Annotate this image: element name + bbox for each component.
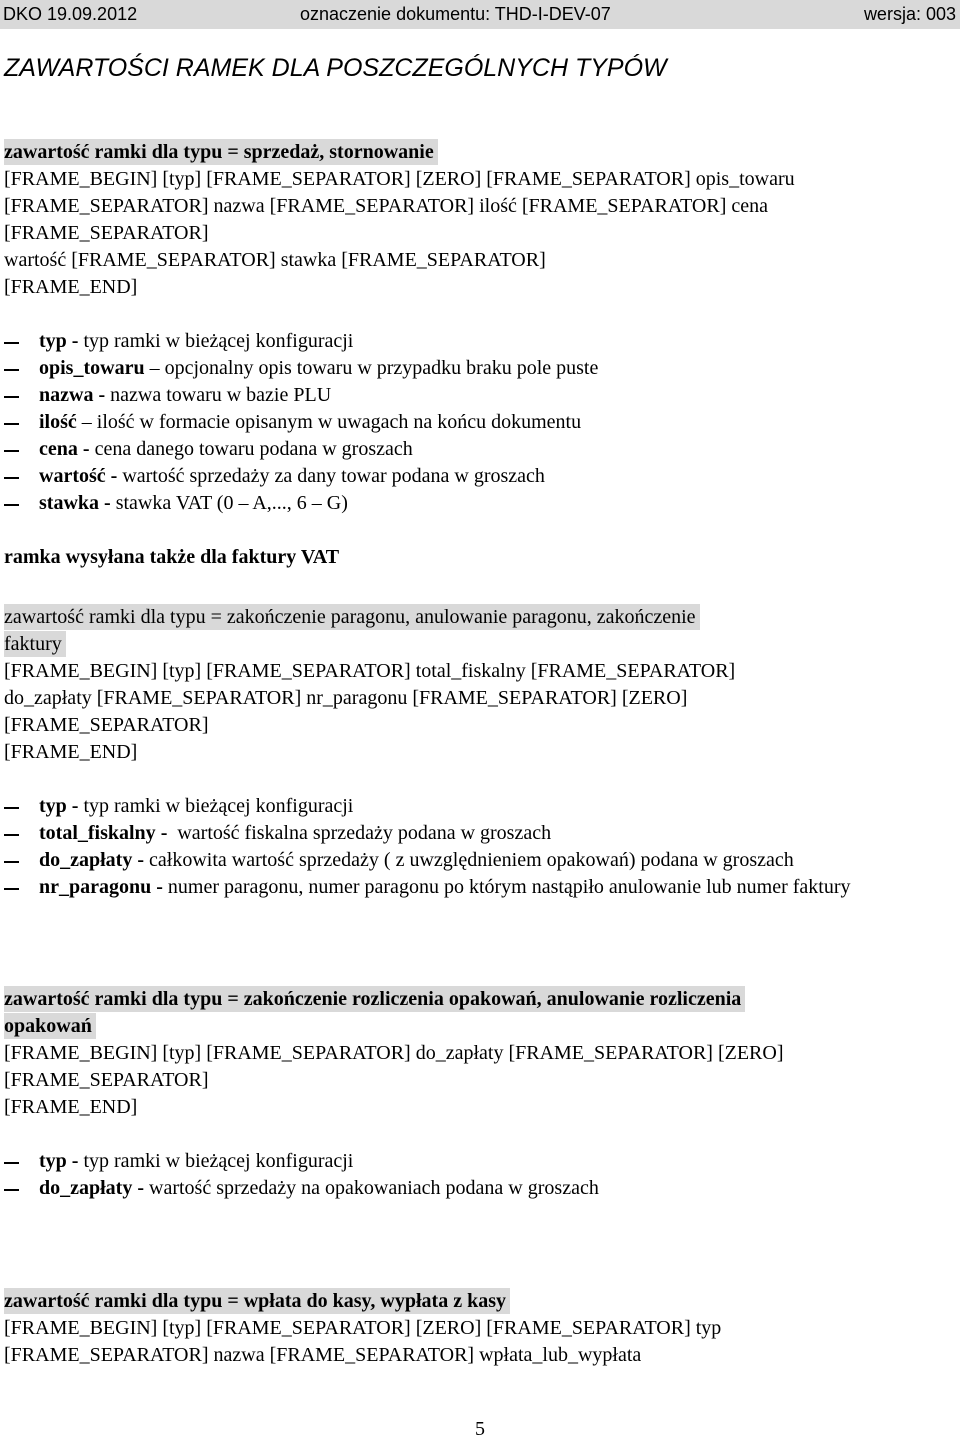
list-item: opis_towaru – opcjonalny opis towaru w przypadku braku pole puste [4, 355, 954, 382]
frame-line: [FRAME_SEPARATOR] [4, 222, 209, 244]
frame-line: [FRAME_END] [4, 741, 138, 763]
frame-line: [FRAME_END] [4, 1096, 138, 1118]
frame-line: [FRAME_SEPARATOR] nazwa [FRAME_SEPARATOR] ilość [FRAME_SEPARATOR] cena [4, 195, 768, 217]
frame-line: do_zapłaty [FRAME_SEPARATOR] nr_paragonu [FRAME_SEPARATOR] [ZERO] [4, 687, 688, 709]
section-heading-cont: faktury [4, 631, 954, 658]
header-date: DKO 19.09.2012 [3, 4, 138, 24]
page-number: 5 [475, 1418, 485, 1440]
section-heading: zawartość ramki dla typu = zakończenie paragonu, anulowanie paragonu, zakończenie [4, 604, 954, 631]
frame-line: [FRAME_BEGIN] [typ] [FRAME_SEPARATOR] [ZERO] [FRAME_SEPARATOR] opis_towaru [4, 168, 795, 190]
list-item: do_zapłaty - wartość sprzedaży na opakowaniach podana w groszach [4, 1175, 954, 1202]
header-version: wersja: 003 [863, 4, 956, 24]
list-item: typ - typ ramki w bieżącej konfiguracji [4, 328, 954, 355]
list-item: do_zapłaty - całkowita wartość sprzedaży ( z uwzględnieniem opakowań) podana w groszach [4, 847, 954, 874]
frame-line: [FRAME_SEPARATOR] nazwa [FRAME_SEPARATOR] wpłata_lub_wypłata [4, 1344, 642, 1366]
frame-line: [FRAME_BEGIN] [typ] [FRAME_SEPARATOR] [ZERO] [FRAME_SEPARATOR] typ [4, 1317, 722, 1339]
frame-line: wartość [FRAME_SEPARATOR] stawka [FRAME_SEPARATOR] [4, 249, 546, 271]
frame-line: [FRAME_BEGIN] [typ] [FRAME_SEPARATOR] total_fiskalny [FRAME_SEPARATOR] [4, 660, 736, 682]
frame-line: [FRAME_END] [4, 276, 138, 298]
section-sale [4, 139, 954, 571]
list-item: total_fiskalny - wartość fiskalna sprzedaży podana w groszach [4, 820, 954, 847]
list-item: ilość – ilość w formacie opisanym w uwagach na końcu dokumentu [4, 409, 954, 436]
section-receipt-end [4, 604, 954, 901]
list-item: typ - typ ramki w bieżącej konfiguracji [4, 793, 954, 820]
frame-line: [FRAME_BEGIN] [typ] [FRAME_SEPARATOR] do_zapłaty [FRAME_SEPARATOR] [ZERO] [4, 1042, 784, 1064]
list-item: typ - typ ramki w bieżącej konfiguracji [4, 1148, 954, 1175]
list-item: nazwa - nazwa towaru w bazie PLU [4, 382, 954, 409]
section-note: ramka wysyłana także dla faktury VAT [4, 546, 340, 568]
page-header [0, 0, 960, 29]
section-cash [4, 1288, 954, 1369]
section-heading: zawartość ramki dla typu = wpłata do kasy, wypłata z kasy [4, 1288, 954, 1315]
header-document-id: oznaczenie dokumentu: THD-I-DEV-07 [300, 4, 611, 24]
section-heading: zawartość ramki dla typu = zakończenie rozliczenia opakowań, anulowanie rozliczenia [4, 986, 954, 1013]
frame-line: [FRAME_SEPARATOR] [4, 714, 209, 736]
list-item: cena - cena danego towaru podana w groszach [4, 436, 954, 463]
section-packaging [4, 986, 954, 1202]
page-title: ZAWARTOŚCI RAMEK DLA POSZCZEGÓLNYCH TYPÓW [4, 54, 667, 82]
section-heading: zawartość ramki dla typu = sprzedaż, stornowanie [4, 139, 954, 166]
list-item: stawka - stawka VAT (0 – A,..., 6 – G) [4, 490, 954, 517]
list-item: nr_paragonu - numer paragonu, numer paragonu po którym nastąpiło anulowanie lub numer faktury [4, 874, 919, 901]
frame-line: [FRAME_SEPARATOR] [4, 1069, 209, 1091]
list-item: wartość - wartość sprzedaży za dany towar podana w groszach [4, 463, 954, 490]
section-heading-cont: opakowań [4, 1013, 954, 1040]
